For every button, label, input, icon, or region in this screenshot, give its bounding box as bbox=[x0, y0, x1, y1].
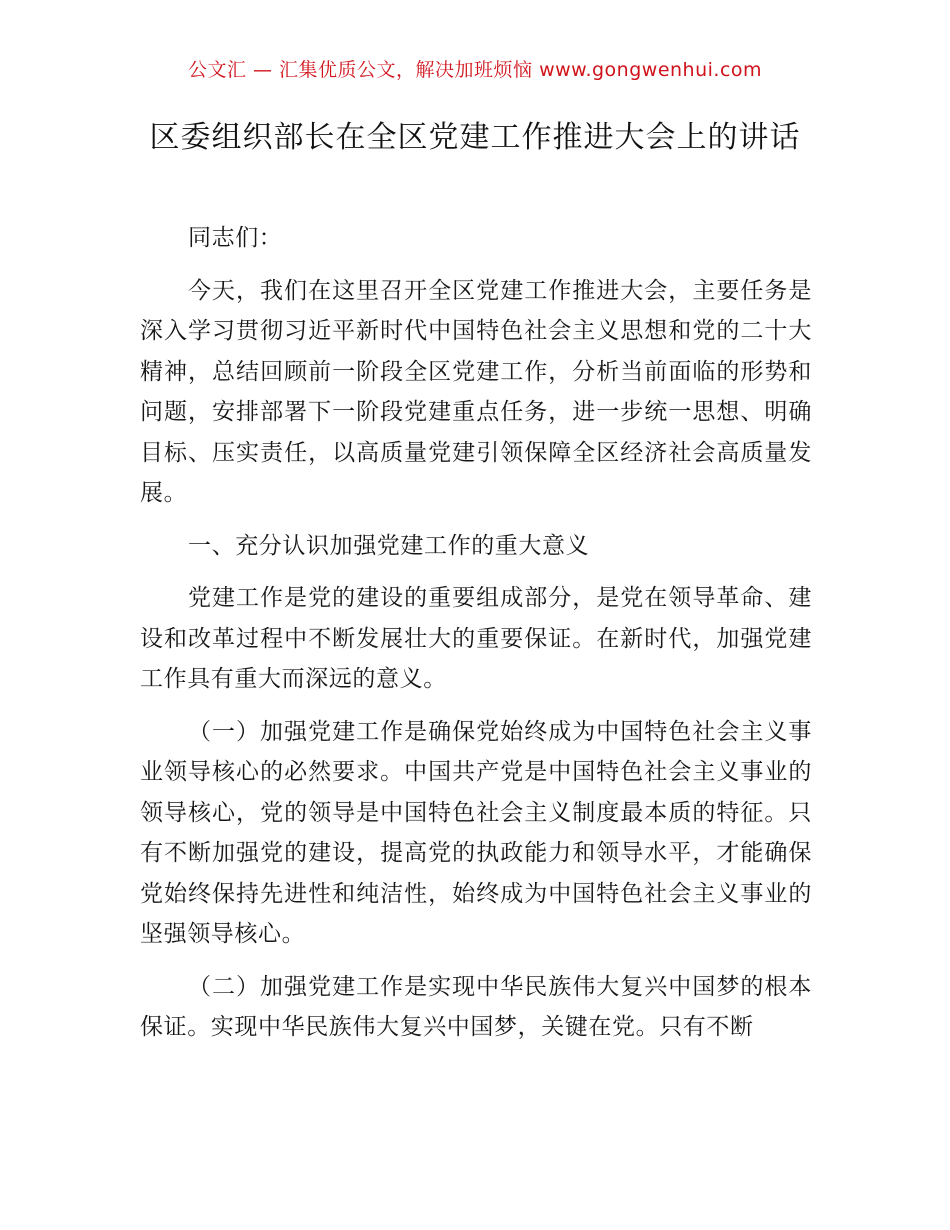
salutation: 同志们： bbox=[188, 225, 283, 251]
document-title: 区委组织部长在全区党建工作推进大会上的讲话 bbox=[149, 120, 801, 155]
paragraph-section-1-intro: 党建工作是党的建设的重要组成部分，是党在领导革命、建设和改革过程中不断发展壮大的重要保证。在新时代，加强党建工作具有重大而深远的意义。 bbox=[140, 585, 812, 692]
document-body bbox=[140, 218, 812, 1060]
site-banner: 公文汇 — 汇集优质公文，解决加班烦恼 www.gongwenhui.com bbox=[187, 59, 763, 81]
paragraph-point-1: （一）加强党建工作是确保党始终成为中国特色社会主义事业领导核心的必然要求。中国共产党是中国特色社会主义事业的领导核心，党的领导是中国特色社会主义制度最本质的特征。只有不断加强党的建设，提高党的执政能力和领导水平，才能确保党始终保持先进性和纯洁性，始终成为中国特色社会主义事业的坚强领导核心。 bbox=[140, 718, 812, 947]
paragraph-intro: 今天，我们在这里召开全区党建工作推进大会，主要任务是深入学习贯彻习近平新时代中国特色社会主义思想和党的二十大精神，总结回顾前一阶段全区党建工作，分析当前面临的形势和问题，安排部署下一阶段党建重点任务，进一步统一思想、明确目标、压实责任，以高质量党建引领保障全区经济社会高质量发展。 bbox=[140, 277, 812, 506]
paragraph-point-2: （二）加强党建工作是实现中华民族伟大复兴中国梦的根本保证。实现中华民族伟大复兴中国梦，关键在党。只有不断 bbox=[140, 973, 812, 1040]
section-heading-1: 一、充分认识加强党建工作的重大意义 bbox=[188, 532, 590, 559]
